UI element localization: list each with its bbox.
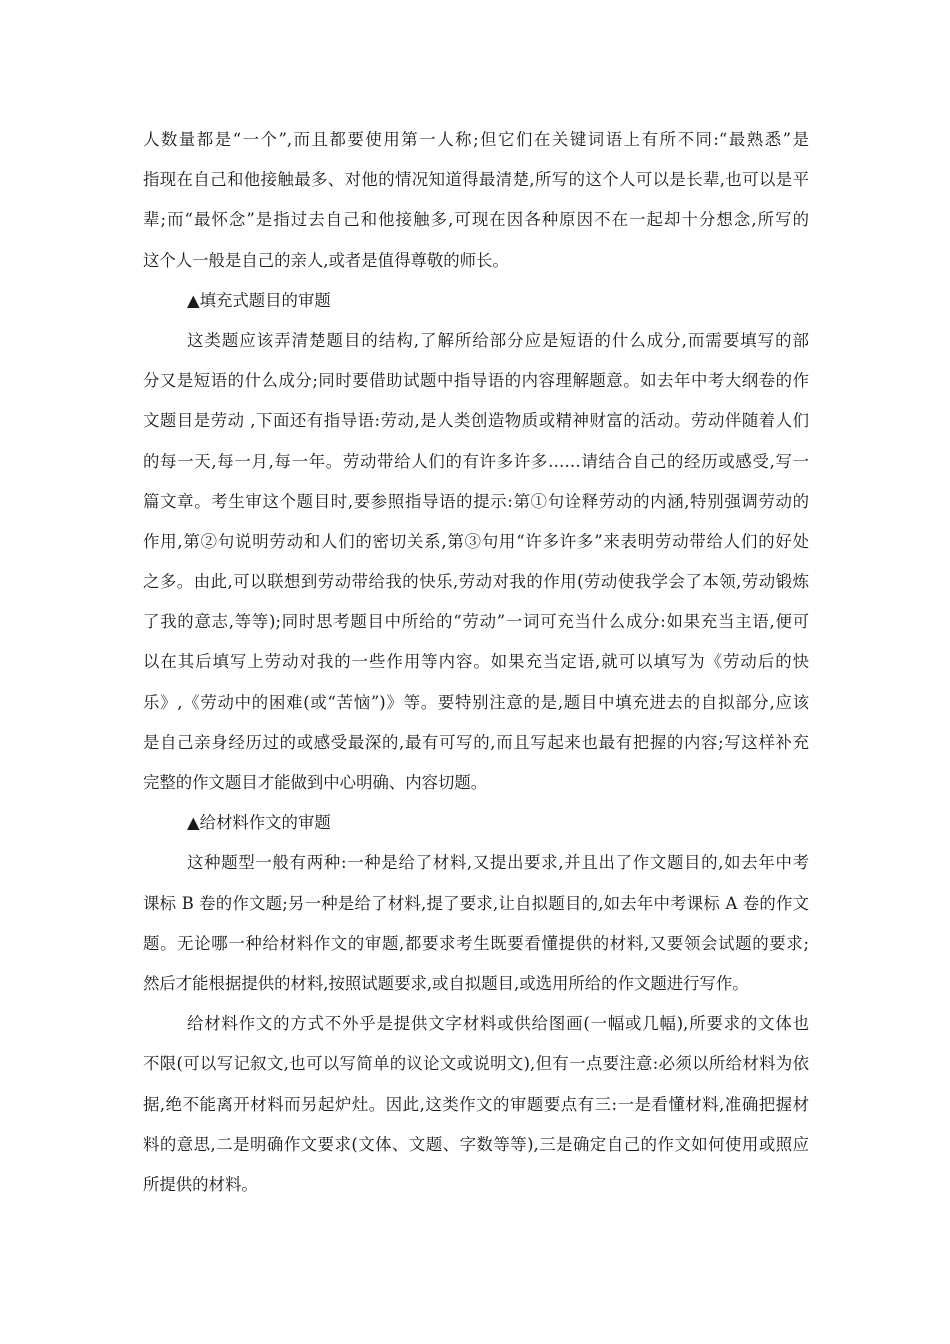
- text-line: 课标 B 卷的作文题;另一种是给了材料,提了要求,让自拟题目的,如去年中考课标 A 卷的作文: [143, 893, 809, 913]
- text-line: 乐》,《劳动中的困难(或“苦恼”)》等。要特别注意的是,题目中填充进去的自拟部分,应该: [143, 692, 809, 712]
- text-line: 料的意思,二是明确作文要求(文体、文题、字数等等),三是确定自己的作文如何使用或照应: [143, 1134, 809, 1154]
- text-line: 这种题型一般有两种:一种是给了材料,又提出要求,并且出了作文题目的,如去年中考: [187, 853, 809, 873]
- text-line: 文题目是劳动 ,下面还有指导语:劳动,是人类创造物质或精神财富的活动。劳动伴随着人们: [143, 411, 809, 431]
- text-line: 题。无论哪一种给材料作文的审题,都要求考生既要看懂提供的材料,又要领会试题的要求;: [143, 933, 809, 953]
- paragraph: [143, 120, 809, 281]
- paragraph: [143, 1004, 809, 1205]
- text-line: 然后才能根据提供的材料,按照试题要求,或自拟题目,或选用所给的作文题进行写作。: [143, 973, 749, 993]
- text-line: 之多。由此,可以联想到劳动带给我的快乐,劳动对我的作用(劳动使我学会了本领,劳动锻炼: [143, 572, 809, 592]
- text-line: 所提供的材料。: [143, 1174, 258, 1194]
- paragraph: [143, 843, 809, 1004]
- text-line: 是自己亲身经历过的或感受最深的,最有可写的,而且写起来也最有把握的内容;写这样补充: [143, 732, 809, 752]
- text-line: 指现在自己和他接触最多、对他的情况知道得最清楚,所写的这个人可以是长辈,也可以是平: [143, 170, 809, 190]
- text-line: 不限(可以写记叙文,也可以写简单的议论文或说明文),但有一点要注意:必须以所给材料为依: [143, 1054, 809, 1074]
- paragraph: [143, 321, 809, 803]
- text-line: 篇文章。考生审这个题目时,要参照指导语的提示:第①句诠释劳动的内涵,特别强调劳动的: [143, 491, 809, 511]
- text-line: 辈;而“最怀念”是指过去自己和他接触多,可现在因各种原因不在一起却十分想念,所写的: [143, 210, 809, 230]
- section-heading: [143, 281, 809, 321]
- text-line: 分又是短语的什么成分;同时要借助试题中指导语的内容理解题意。如去年中考大纲卷的作: [143, 371, 809, 391]
- section-heading: [143, 803, 809, 843]
- text-line: 据,绝不能离开材料而另起炉灶。因此,这类作文的审题要点有三:一是看懂材料,准确把握材: [143, 1094, 809, 1114]
- document-page: [143, 120, 809, 1205]
- text-line: 作用,第②句说明劳动和人们的密切关系,第③句用“许多许多”来表明劳动带给人们的好处: [143, 531, 809, 551]
- text-line: 完整的作文题目才能做到中心明确、内容切题。: [143, 773, 488, 792]
- text-line: 这类题应该弄清楚题目的结构,了解所给部分应是短语的什么成分,而需要填写的部: [187, 330, 809, 350]
- text-line: 这个人一般是自己的亲人,或者是值得尊敬的师长。: [143, 250, 509, 270]
- text-line: 人数量都是“一个”,而且都要使用第一人称;但它们在关键词语上有所不同:“最熟悉”是: [143, 130, 809, 149]
- text-line: 以在其后填写上劳动对我的一些作用等内容。如果充当定语,就可以填写为《劳动后的快: [143, 652, 809, 672]
- heading-text: ▲给材料作文的审题: [187, 813, 331, 833]
- heading-text: ▲填充式题目的审题: [187, 290, 331, 310]
- text-line: 的每一天,每一月,每一年。劳动带给人们的有许多许多……请结合自己的经历或感受,写一: [143, 451, 809, 471]
- text-line: 给材料作文的方式不外乎是提供文字材料或供给图画(一幅或几幅),所要求的文体也: [187, 1014, 809, 1034]
- text-line: 了我的意志,等等);同时思考题目中所给的“劳动”一词可充当什么成分:如果充当主语,便可: [143, 612, 809, 632]
